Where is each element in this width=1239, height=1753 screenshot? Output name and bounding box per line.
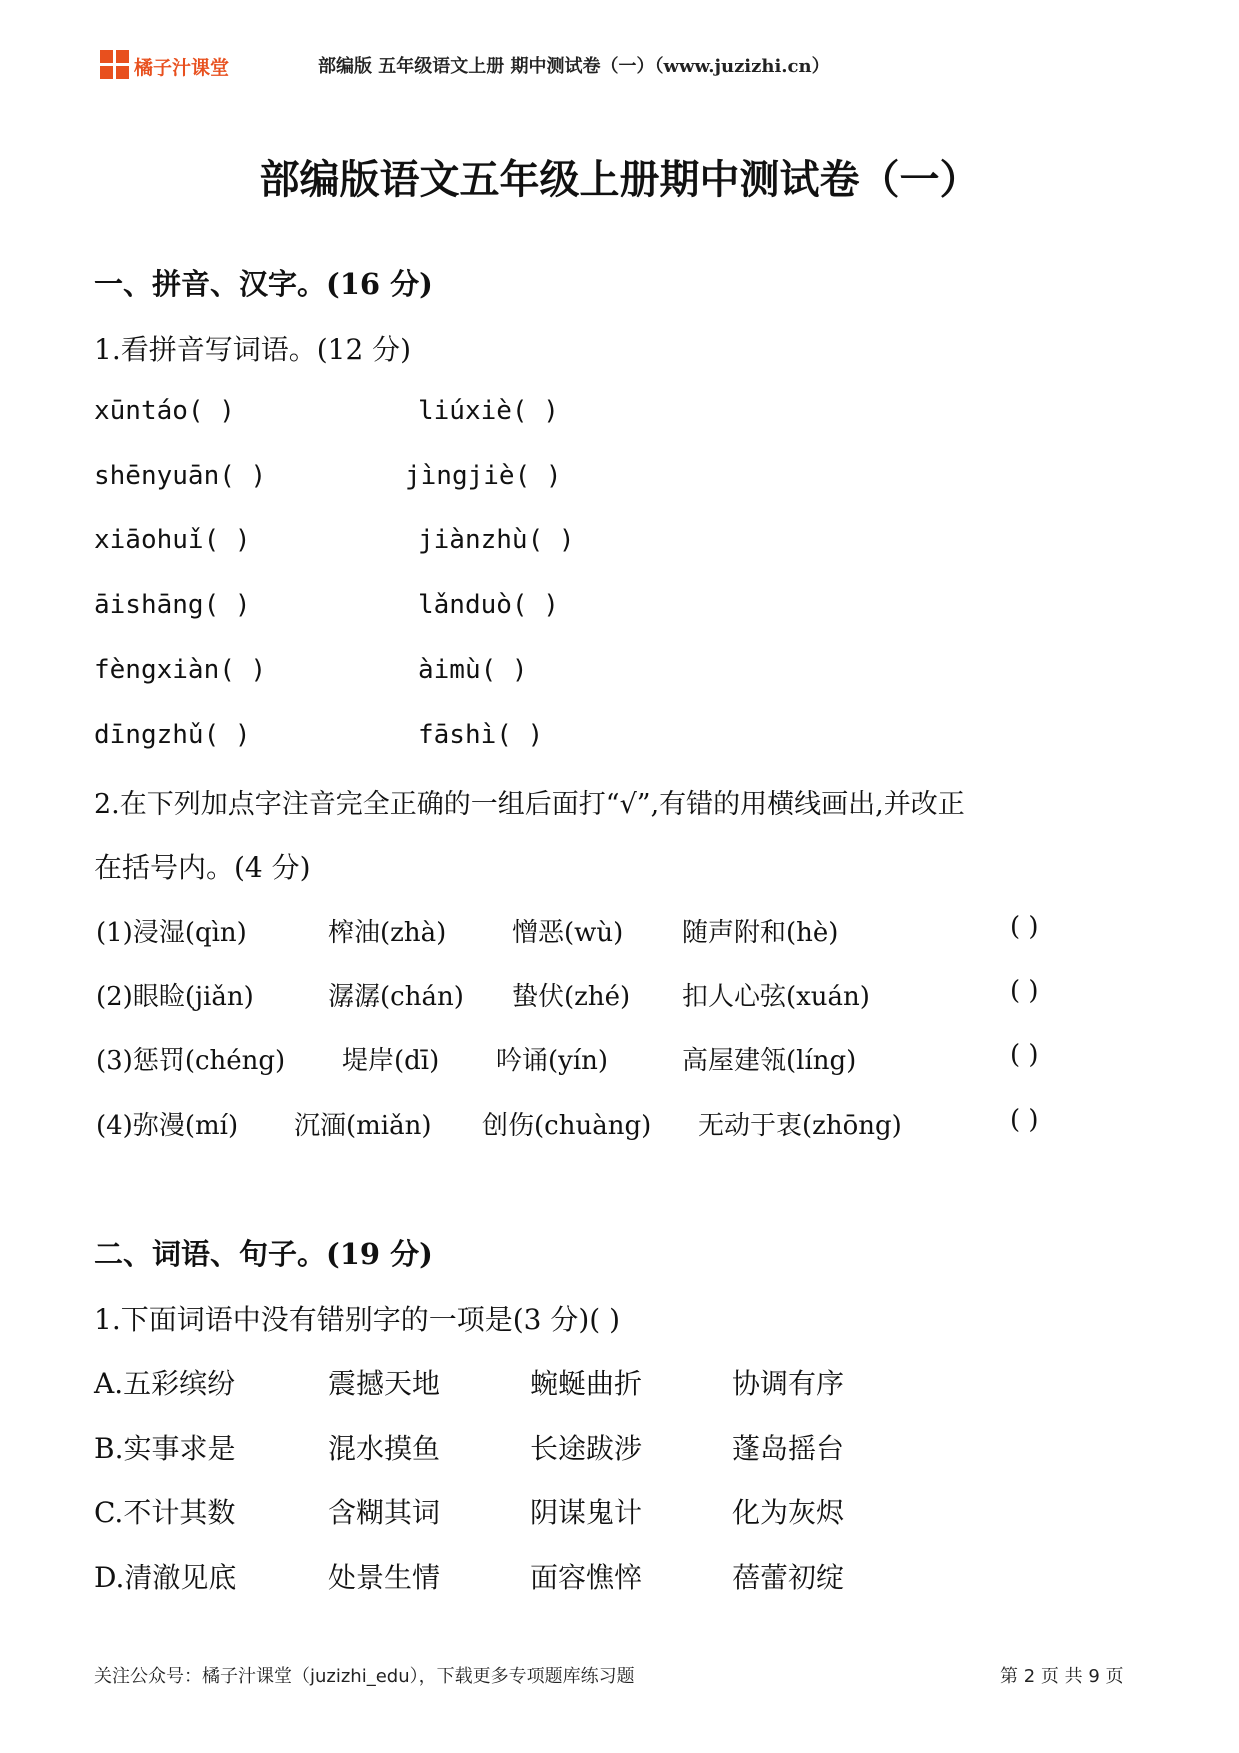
footer-note: 关注公众号：橘子汁课堂（juzizhi_edu），下载更多专项题库练习题 [94, 1666, 635, 1687]
pinyin-item: fèngxiàn( ) [94, 655, 267, 685]
q2-cell: 堤岸(dī) [342, 1046, 440, 1076]
brand-logo-icon [100, 50, 130, 80]
q2-cell: 沉湎(miǎn) [294, 1111, 432, 1141]
pinyin-item: jiànzhù( ) [418, 525, 575, 555]
q2-prompt-line1: 2.在下列加点字注音完全正确的一组后面打“√”,有错的用横线画出,并改正 [94, 789, 965, 820]
option-word: B.实事求是 [94, 1432, 236, 1465]
pinyin-item: liúxiè( ) [418, 396, 559, 426]
q2-cell: 无动于衷(zhōng) [698, 1111, 902, 1141]
pinyin-item: āishāng( ) [94, 590, 251, 620]
option-word: 面容憔悴 [530, 1561, 643, 1594]
option-word: 长途跋涉 [530, 1432, 643, 1465]
option-word: 含糊其词 [328, 1496, 441, 1529]
page-number: 第 2 页 共 9 页 [1000, 1666, 1124, 1687]
answer-blank[interactable]: ( ) [1010, 1105, 1039, 1135]
s2-q1-prompt: 1.下面词语中没有错别字的一项是(3 分)( ) [94, 1303, 621, 1336]
answer-blank[interactable]: ( ) [1010, 976, 1039, 1006]
option-word: 协调有序 [732, 1367, 845, 1400]
q2-cell: 扣人心弦(xuán) [682, 982, 870, 1012]
brand-name: 橘子汁课堂 [134, 57, 230, 79]
q1-prompt: 1.看拼音写词语。(12 分) [94, 333, 412, 366]
pinyin-item: xiāohuǐ( ) [94, 525, 251, 555]
option-word: 阴谋鬼计 [530, 1496, 643, 1529]
option-word: A.五彩缤纷 [94, 1367, 236, 1400]
option-word: 震撼天地 [328, 1367, 441, 1400]
option-word: 化为灰烬 [732, 1496, 845, 1529]
q2-cell: 潺潺(chán) [328, 982, 464, 1012]
pinyin-item: xūntáo( ) [94, 396, 235, 426]
q2-cell: (2)眼睑(jiǎn) [96, 982, 254, 1012]
pinyin-item: àimù( ) [418, 655, 528, 685]
section2-heading: 二、词语、句子。(19 分) [94, 1237, 433, 1271]
pinyin-item: jìngjiè( ) [405, 461, 562, 491]
option-word: 蓬岛摇台 [732, 1432, 845, 1465]
option-word: 蓓蕾初绽 [732, 1561, 845, 1594]
pinyin-item: shēnyuān( ) [94, 461, 267, 491]
page-title: 部编版语文五年级上册期中测试卷（一） [259, 156, 980, 203]
option-word: 处景生情 [328, 1561, 441, 1594]
q2-cell: (3)惩罚(chéng) [96, 1046, 286, 1076]
q2-prompt-line2: 在括号内。(4 分) [94, 851, 311, 884]
option-word: C.不计其数 [94, 1496, 236, 1529]
answer-blank[interactable]: ( ) [1010, 912, 1039, 942]
q2-cell: 蛰伏(zhé) [512, 982, 631, 1012]
section1-heading: 一、拼音、汉字。(16 分) [94, 267, 433, 301]
q2-cell: (4)弥漫(mí) [96, 1111, 239, 1141]
brand-logo [100, 48, 235, 82]
q2-cell: (1)浸湿(qìn) [96, 918, 247, 948]
q2-cell: 高屋建瓴(líng) [682, 1046, 857, 1076]
pinyin-item: dīngzhǔ( ) [94, 720, 251, 750]
option-word: 蜿蜒曲折 [530, 1367, 643, 1400]
q2-cell: 榨油(zhà) [328, 918, 447, 948]
option-word: D.清澈见底 [94, 1561, 237, 1594]
q2-cell: 吟诵(yín) [496, 1046, 609, 1076]
q2-cell: 创伤(chuàng) [482, 1111, 652, 1141]
pinyin-item: lǎnduò( ) [418, 590, 559, 620]
option-word: 混水摸鱼 [328, 1432, 441, 1465]
q2-cell: 随声附和(hè) [682, 918, 839, 948]
pinyin-item: fāshì( ) [418, 720, 544, 750]
header-title: 部编版 五年级语文上册 期中测试卷（一）（www.juzizhi.cn） [318, 56, 830, 77]
q2-cell: 憎恶(wù) [512, 918, 624, 948]
answer-blank[interactable]: ( ) [1010, 1040, 1039, 1070]
